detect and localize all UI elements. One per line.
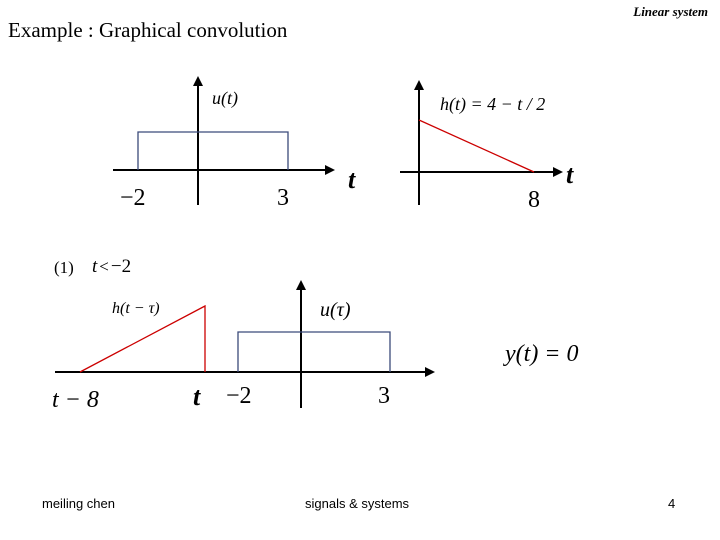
case-condition-var: t: [92, 256, 98, 277]
u-amplitude-axis-arrow: [193, 76, 203, 86]
u-function-label: u(t): [212, 88, 238, 108]
slide-title: Example : Graphical convolution: [8, 18, 288, 42]
case1-result: y(t) = 0: [505, 341, 579, 367]
case1-tick-t: t: [193, 382, 201, 411]
case-label: (1): [54, 258, 74, 277]
h-tick-8: 8: [528, 187, 540, 213]
case1-tick-t-minus-8: t − 8: [52, 387, 99, 413]
case1-u-label: u(τ): [320, 299, 351, 321]
h-function-label: h(t) = 4 − t / 2: [440, 94, 546, 114]
header-tag: Linear system: [633, 4, 708, 19]
u-axis-var: t: [348, 165, 356, 194]
footer-course: signals & systems: [305, 496, 410, 511]
case-condition-symbol: <: [99, 257, 109, 276]
plot-u: [113, 76, 356, 211]
case1-u-pulse: [238, 332, 390, 372]
case1-h-label: h(t − τ): [112, 300, 160, 317]
case1-tick-3: 3: [378, 383, 390, 409]
u-tick-3: 3: [277, 185, 289, 211]
footer-page-number: 4: [668, 496, 676, 511]
h-axis-var: t: [566, 160, 574, 189]
case-condition-value: −2: [110, 256, 132, 277]
case-condition: [92, 256, 131, 278]
h-time-axis-arrow: [553, 167, 563, 177]
plot-case1: [52, 280, 579, 413]
u-tick-neg2: −2: [120, 185, 146, 211]
case1-tick-neg2: −2: [226, 383, 252, 409]
case1-time-axis-arrow: [425, 367, 435, 377]
h-amplitude-axis-arrow: [414, 80, 424, 90]
plot-h: [400, 80, 574, 213]
u-step-pulse: [138, 132, 288, 170]
h-ramp-line: [419, 120, 534, 172]
case1-amplitude-axis-arrow: [296, 280, 306, 290]
u-time-axis-arrow: [325, 165, 335, 175]
footer-author: meiling chen: [42, 496, 115, 511]
